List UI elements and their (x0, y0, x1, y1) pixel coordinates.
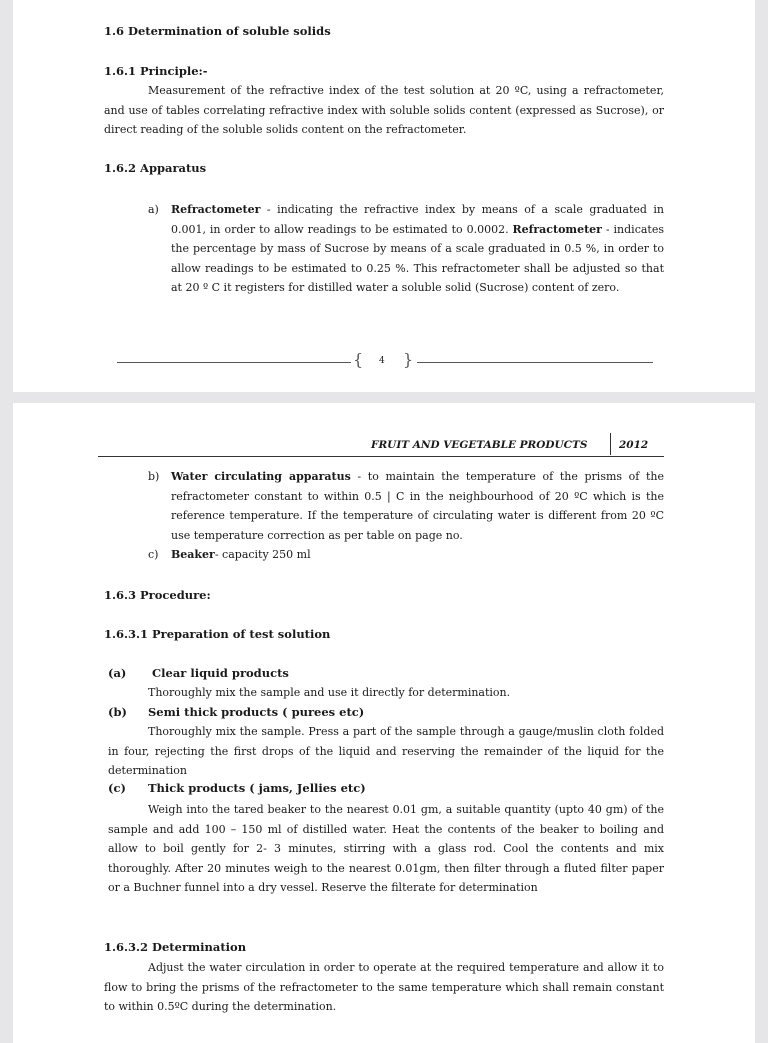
procedure-heading: 1.6.3 Procedure: (104, 588, 211, 602)
header-rule (98, 456, 664, 457)
refractometer-desc-1: - indicating the refractive index by means of a scale graduated in 0.001, in order to allow readings to be estimated to 0.0002. (171, 203, 664, 236)
sub-c-marker: (c) (108, 781, 126, 795)
principle-heading: 1.6.1 Principle:- (104, 64, 208, 78)
sub-b-paragraph: Thoroughly mix the sample. Press a part of the sample through a gauge/muslin cloth folded in four, rejecting the first drops of the liquid and reserving the remainder of the liquid for the determination (108, 725, 664, 777)
apparatus-heading: 1.6.2 Apparatus (104, 161, 207, 175)
beaker-term: Beaker (171, 548, 215, 561)
document-page-1 (13, 0, 755, 392)
sub-c-title: Thick products ( jams, Jellies etc) (148, 781, 366, 795)
preparation-heading: 1.6.3.1 Preparation of test solution (104, 627, 331, 641)
sub-a-title: Clear liquid products (152, 666, 289, 680)
item-c-paragraph (171, 545, 664, 565)
determination-paragraph: Adjust the water circulation in order to operate at the required temperature and allow it to flow to bring the prisms of the refractometer to the same temperature which shall remain constant to within 0.5ºC during the determination. (104, 961, 664, 1013)
left-brace-ornament: { (353, 350, 364, 369)
refractometer-term-1: Refractometer (171, 203, 261, 216)
beaker-desc: - capacity 250 ml (214, 548, 311, 561)
sub-b-title: Semi thick products ( purees etc) (148, 705, 365, 719)
document-page-2 (13, 403, 755, 1043)
item-a-paragraph (171, 200, 664, 298)
refractometer-desc-2: - indicates the percentage by mass of Sucrose by means of a scale graduated in 0.5 %, in order to allow readings to be estimated to 0.25 %. This refractometer shall be adjusted so that at 20 º C it registers for distilled water a soluble solid (Sucrose) content of zero. (171, 222, 664, 294)
footer-rule-right (417, 362, 653, 363)
item-b-marker: b) (148, 470, 160, 483)
determination-heading: 1.6.3.2 Determination (104, 940, 247, 954)
principle-paragraph: Measurement of the refractive index of the test solution at 20 ºC, using a refractometer, and use of tables correlating refractive index with soluble solids content (expressed as Sucrose), or direct reading of the soluble solids content on the refractometer. (104, 84, 664, 136)
right-brace-ornament: } (403, 350, 414, 369)
footer-rule-left (117, 362, 351, 363)
sub-c-paragraph: Weigh into the tared beaker to the nearest 0.01 gm, a suitable quantity (upto 40 gm) of the sample and add 100 – 150 ml of distilled water. Heat the contents of the beaker to boiling and allow to boil gently for 2- 3 minutes, stirring with a glass rod. Cool the contents and mix thoroughly. After 20 minutes weigh to the nearest 0.01gm, then filter through a fluted filter paper or a Buchner funnel into a dry vessel. Reserve the filterate for determination (108, 803, 664, 894)
running-head-year: 2012 (619, 439, 649, 451)
sub-a-marker: (a) (108, 666, 127, 680)
page-number: 4 (379, 356, 385, 366)
sub-a-paragraph: Thoroughly mix the sample and use it directly for determination. (148, 686, 511, 699)
running-head-divider (610, 433, 611, 455)
item-b-paragraph (171, 467, 664, 545)
item-a-marker: a) (148, 203, 159, 216)
water-circulating-term: Water circulating apparatus (171, 470, 351, 483)
item-c-marker: c) (148, 548, 159, 561)
water-circulating-desc: - to maintain the temperature of the prisms of the refractometer constant to within 0.5 | C in the neighbourhood of 20 ºC which is the reference temperature. If the temperature of circulating water is different from 20 ºC use temperature correction as per table on page no. (171, 470, 665, 542)
refractometer-term-2: Refractometer (512, 222, 602, 236)
running-head: FRUIT AND VEGETABLE PRODUCTS (371, 439, 588, 451)
sub-b-marker: (b) (108, 705, 127, 719)
section-title: 1.6 Determination of soluble solids (104, 24, 331, 38)
